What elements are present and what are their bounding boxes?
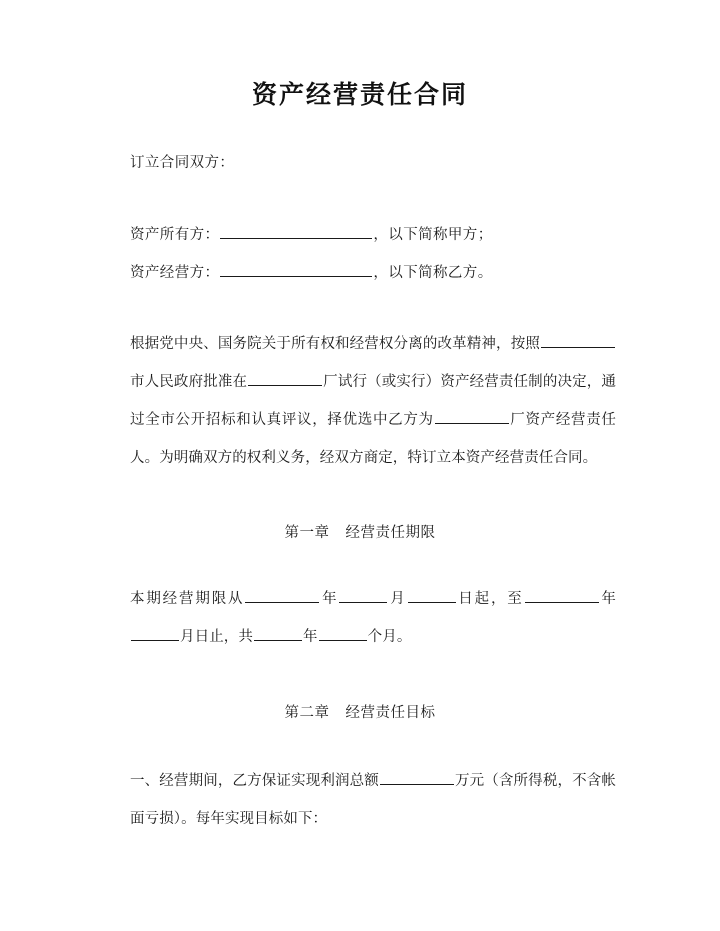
chapter-1-heading xyxy=(104,514,616,552)
term-end-year-input[interactable] xyxy=(525,588,599,603)
intro-text-4: 厂资产经营责任人。为明确双方的权利义务，经双方商定，特订立本资产经营责任合同。 xyxy=(130,412,616,466)
preamble-label: 订立合同双方： xyxy=(130,155,235,171)
chapter-2-body xyxy=(104,762,616,838)
party-operator-label: 资产经营方： xyxy=(130,265,220,281)
intro-text-2: 市人民政府批准在 xyxy=(130,374,248,390)
party-operator-input[interactable] xyxy=(220,262,372,277)
target-text-2: 万元（含所得税，不含帐面亏损）。每年实现目标如下： xyxy=(130,773,616,827)
term-text-4: 日起，至 xyxy=(456,591,524,607)
chapter-1-name: 经营责任期限 xyxy=(345,525,436,541)
chapter-2-number: 第二章 xyxy=(284,705,330,721)
page-title: 资产经营责任合同 xyxy=(251,80,468,109)
term-text-8: 年 xyxy=(303,629,318,645)
preamble-section xyxy=(104,144,616,182)
intro-paragraph xyxy=(104,325,616,477)
chapter-2-name: 经营责任目标 xyxy=(345,705,436,721)
party-row-owner xyxy=(104,216,616,254)
party-operator-suffix: ，以下简称乙方。 xyxy=(373,265,493,281)
intro-text-1: 根据党中央、国务院关于所有权和经营权分离的改革精神，按照 xyxy=(130,336,540,352)
target-text-1: 一、经营期间，乙方保证实现利润总额 xyxy=(130,773,379,789)
term-text-2: 年 xyxy=(320,591,339,607)
term-start-year-input[interactable] xyxy=(245,588,319,603)
intro-factory-input-1[interactable] xyxy=(248,371,322,386)
target-profit-input[interactable] xyxy=(380,770,454,785)
intro-factory-input-2[interactable] xyxy=(435,409,509,424)
chapter-1-body xyxy=(104,580,616,656)
term-text-1: 本期经营期限从 xyxy=(130,591,245,607)
term-text-6: 月 xyxy=(180,629,195,645)
term-text-3: 月 xyxy=(388,591,407,607)
term-text-5: 年 xyxy=(599,591,616,607)
intro-text-3: 厂试行（或实行）资产经营责任制的决定，通过全市公开招标和认真评议，择优选中乙方为 xyxy=(130,374,616,428)
term-start-month-input[interactable] xyxy=(339,588,387,603)
term-total-years-input[interactable] xyxy=(254,626,302,641)
chapter-1-number: 第一章 xyxy=(284,525,330,541)
term-text-9: 个月。 xyxy=(367,629,412,645)
party-owner-label: 资产所有方： xyxy=(130,227,220,243)
party-owner-suffix: ，以下简称甲方； xyxy=(373,227,493,243)
term-text-7: 日止，共 xyxy=(194,629,254,645)
parties-section xyxy=(104,216,616,292)
party-owner-input[interactable] xyxy=(220,224,372,239)
intro-city-input[interactable] xyxy=(541,333,615,348)
term-end-month-input[interactable] xyxy=(131,626,179,641)
term-start-day-input[interactable] xyxy=(408,588,456,603)
chapter-2-heading xyxy=(104,694,616,732)
party-row-operator xyxy=(104,254,616,292)
term-total-months-input[interactable] xyxy=(319,626,367,641)
